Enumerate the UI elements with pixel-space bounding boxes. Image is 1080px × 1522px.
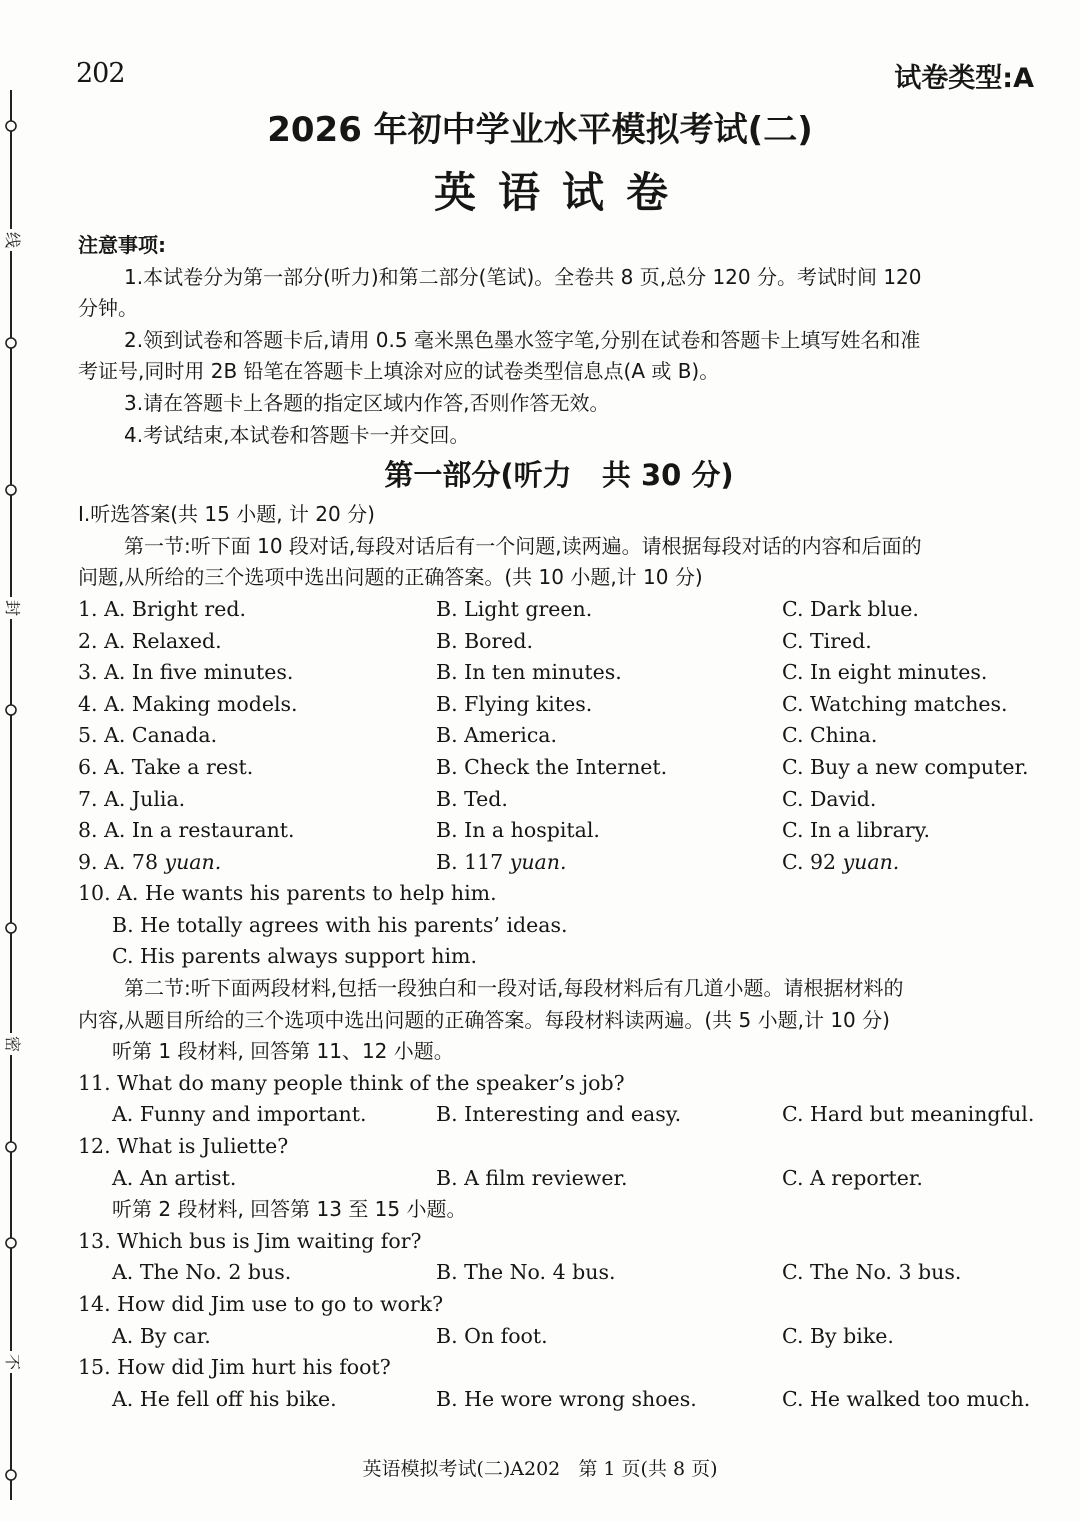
exam-subtitle: 英语试卷 [433,168,690,217]
option-b-value: B. 117 [436,849,510,874]
option-c: C. Watching matches. [782,691,1008,716]
question-row [78,878,1040,910]
question-row [78,626,1040,658]
question-row [78,752,1040,784]
option-a: 6. A. Take a rest. [78,754,254,779]
question-row [78,1321,1040,1353]
option-a-unit: yuan. [164,849,222,874]
option-c: C. David. [782,786,877,811]
note-item: 3.请在答题卡上各题的指定区域内作答,否则作答无效。 [124,390,610,415]
option-a: 7. A. Julia. [78,786,186,811]
option-a-value: 9. A. 78 [78,849,165,874]
question-row [78,847,1040,879]
section-instruction-cont: 内容,从题目所给的三个选项中选出问题的正确答案。每段材料读两遍。(共 5 小题,计 10 分) [78,1007,890,1032]
section-instruction: 第二节:听下面两段材料,包括一段独白和一段对话,每段材料后有几道小题。请根据材料的 [124,976,904,1001]
option-c-value: C. 92 [782,849,843,874]
binding-margin [0,90,26,1500]
question-stem [78,1289,1040,1321]
question-stem [78,1131,1040,1163]
binding-char: 线 [2,229,22,251]
option-c: C. His parents always support him. [112,944,477,969]
option-c: C. By bike. [782,1323,894,1348]
option-c: C. The No. 3 bus. [782,1260,962,1285]
option-b: B. America. [436,723,558,748]
option-a: A. The No. 2 bus. [112,1260,292,1285]
option-b: B. In a hospital. [436,818,600,843]
paper-type: 试卷类型:A [894,63,1034,94]
option-b: B. The No. 4 bus. [436,1260,616,1285]
binding-char: 密 [2,1033,22,1055]
option-c: C. China. [782,723,878,748]
option-a: 4. A. Making models. [78,691,298,716]
option-b: B. Flying kites. [436,691,593,716]
option-c: C. Hard but meaningful. [782,1102,1035,1127]
binding-char: 不 [2,1351,22,1373]
question-stem [78,1226,1040,1258]
option-a: 8. A. In a restaurant. [78,818,295,843]
option-b: B. Bored. [436,628,534,653]
part-title: 第一部分(听力 共 30 分) [384,458,734,493]
option-a: 5. A. Canada. [78,723,218,748]
option-c: C. In eight minutes. [782,660,988,685]
section-instruction: 第一节:听下面 10 段对话,每段对话后有一个问题,读两遍。请根据每段对话的内容和后面的 [124,533,922,558]
option-b [436,847,566,879]
option-a: 2. A. Relaxed. [78,628,222,653]
option-b: B. Ted. [436,786,508,811]
note-item: 4.考试结束,本试卷和答题卡一并交回。 [124,422,470,447]
question-row [78,594,1040,626]
question-text: 12. What is Juliette? [78,1134,289,1159]
option-b: B. On foot. [436,1323,548,1348]
note-item-cont: 分钟。 [78,296,138,321]
option-b-unit: yuan. [509,849,567,874]
note-item: 2.领到试卷和答题卡后,请用 0.5 毫米黑色墨水签字笔,分别在试卷和答题卡上填写姓名和准 [124,327,921,352]
option-b: B. Interesting and easy. [436,1102,682,1127]
option-a: 3. A. In five minutes. [78,660,294,685]
option-a: A. He fell off his bike. [112,1386,337,1411]
option-b: B. Light green. [436,596,593,621]
option-a: 10. A. He wants his parents to help him. [78,881,497,906]
option-a: A. By car. [112,1323,211,1348]
question-row [78,720,1040,752]
question-stem [78,1068,1040,1100]
question-row [78,1099,1040,1131]
option-c [782,847,899,879]
section-instruction-cont: 问题,从所给的三个选项中选出问题的正确答案。(共 10 小题,计 10 分) [78,565,703,590]
question-text: 15. How did Jim hurt his foot? [78,1355,391,1380]
question-row [78,784,1040,816]
question-row [78,1257,1040,1289]
question-row [78,941,1040,973]
section-title: Ⅰ.听选答案(共 15 小题, 计 20 分) [78,502,375,527]
note-item-cont: 考证号,同时用 2B 铅笔在答题卡上填涂对应的试卷类型信息点(A 或 B)。 [78,359,720,384]
option-a: A. Funny and important. [112,1102,367,1127]
question-row [78,689,1040,721]
question-text: 14. How did Jim use to go to work? [78,1292,444,1316]
option-a [78,847,221,879]
note-item: 1.本试卷分为第一部分(听力)和第二部分(笔试)。全卷共 8 页,总分 120 分。考试时间 120 [124,264,922,289]
binding-line [0,90,26,1500]
material-instruction: 听第 1 段材料, 回答第 11、12 小题。 [112,1039,454,1064]
option-c: C. Tired. [782,628,872,653]
binding-char: 封 [2,597,22,619]
exam-title: 2026 年初中学业水平模拟考试(二) [267,110,813,150]
page-number: 202 [76,58,125,89]
option-c: C. Buy a new computer. [782,754,1029,779]
question-row [78,1163,1040,1195]
option-b: B. Check the Internet. [436,754,668,779]
question-text: 11. What do many people think of the speaker’s job? [78,1070,625,1095]
option-b: B. In ten minutes. [436,660,622,685]
material-instruction: 听第 2 段材料, 回答第 13 至 15 小题。 [112,1197,467,1222]
option-c-unit: yuan. [842,849,900,874]
question-row [78,910,1040,942]
option-c: C. Dark blue. [782,596,919,621]
exam-content [78,230,1040,1415]
question-stem [78,1352,1040,1384]
question-text: 13. Which bus is Jim waiting for? [78,1228,422,1253]
option-a: A. An artist. [112,1165,237,1190]
option-c: C. He walked too much. [782,1386,1031,1411]
option-b: B. A film reviewer. [436,1165,628,1190]
option-c: C. In a library. [782,818,930,843]
option-b: B. He wore wrong shoes. [436,1386,697,1411]
question-row [78,1384,1040,1416]
question-row [78,815,1040,847]
question-row [78,657,1040,689]
page-footer: 英语模拟考试(二)A202 第 1 页(共 8 页) [362,1458,718,1480]
option-b: B. He totally agrees with his parents’ ideas. [112,912,568,937]
option-a: 1. A. Bright red. [78,596,246,621]
option-c: C. A reporter. [782,1165,923,1190]
notes-heading: 注意事项: [78,233,166,257]
